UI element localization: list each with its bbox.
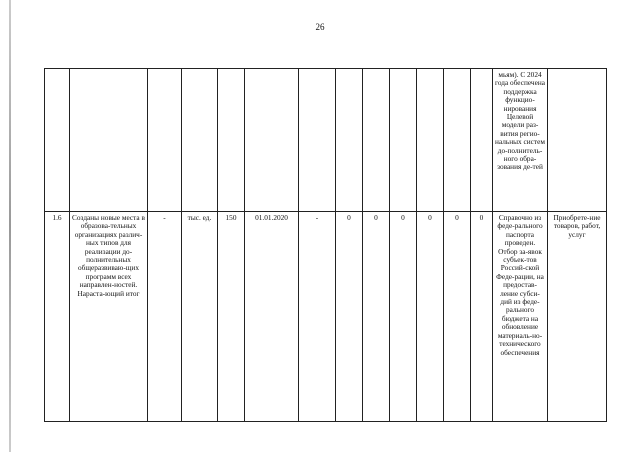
cell-empty <box>182 69 218 212</box>
cell-empty <box>218 69 245 212</box>
cell-empty <box>148 69 182 212</box>
cell-empty <box>471 69 493 212</box>
scan-edge <box>9 0 11 452</box>
row-comment: Справочно из феде-рального паспорта проведен. Отбор за-явок субъек-тов Россий-ской Феде-рации, на предостав-ление субси-дий из феде-рального бюджета на обновление материаль-но-технического обеспечения <box>493 212 548 422</box>
value-2022: 0 <box>390 212 417 422</box>
value-2020: 0 <box>336 212 363 422</box>
cell-empty <box>444 69 471 212</box>
value-2024: 0 <box>444 212 471 422</box>
table-row <box>45 212 607 422</box>
row-note: Приобрете-ние товаров, работ, услуг <box>548 212 607 422</box>
base-date: 01.01.2020 <box>245 212 299 422</box>
data-table <box>44 68 607 422</box>
cell-empty <box>417 69 444 212</box>
row-number: 1.6 <box>45 212 70 422</box>
base-value: 150 <box>218 212 245 422</box>
cell-empty <box>45 69 70 212</box>
continued-row <box>45 69 607 212</box>
cell-empty <box>245 69 299 212</box>
cell-empty <box>363 69 390 212</box>
cell-empty <box>70 69 148 212</box>
value-2021: 0 <box>363 212 390 422</box>
indicator-name: Созданы новые места в образова-тельных организациях различ-ных типов для реализации до-полнительных общеразвиваю-щих программ всех направлен-ностей. Нараста-ющий итог <box>70 212 148 422</box>
page-number: 26 <box>315 22 325 32</box>
cell-empty <box>299 69 336 212</box>
value-2025: 0 <box>471 212 493 422</box>
cell-empty <box>336 69 363 212</box>
value-2019: - <box>299 212 336 422</box>
unit: тыс. ед. <box>182 212 218 422</box>
indicator-type: - <box>148 212 182 422</box>
continued-comment: мьям). С 2024 года обеспечена поддержка функцио-нирования Целевой модели раз-вития регио-нальных систем до-полнитель-ного обра-зования де-тей <box>493 69 548 212</box>
value-2023: 0 <box>417 212 444 422</box>
cell-empty <box>390 69 417 212</box>
cell-empty <box>548 69 607 212</box>
